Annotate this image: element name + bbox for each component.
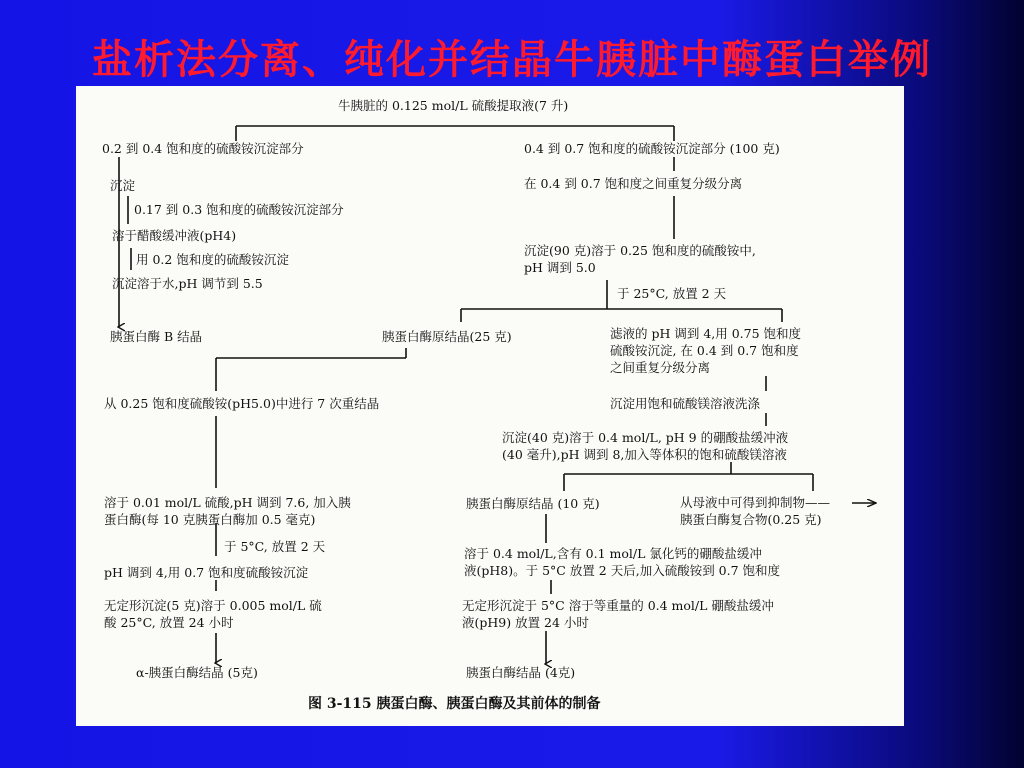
node-amorph-left-2: 酸 25°C, 放置 24 小时 [104,615,234,630]
node-right-repeat: 在 0.4 到 0.7 饱和度之间重复分级分离 [524,176,743,191]
node-5c: 于 5°C, 放置 2 天 [224,539,326,554]
node-dissolve-2: 蛋白酶(每 10 克胰蛋白酶加 0.5 毫克) [104,512,316,527]
node-wash: 沉淀用饱和硫酸镁溶液洗涤 [610,396,761,411]
node-cacl-1: 溶于 0.4 mol/L,含有 0.1 mol/L 氯化钙的硼酸盐缓冲 [464,546,762,561]
node-left-fraction: 0.2 到 0.4 饱和度的硫酸铵沉淀部分 [102,141,304,156]
node-filtrate-1: 滤液的 pH 调到 4,用 0.75 饱和度 [610,326,802,341]
node-amorph-left-1: 无定形沉淀(5 克)溶于 0.005 mol/L 硫 [104,598,322,613]
node-right-ppt-2: pH 调到 5.0 [524,260,596,275]
node-borate-2: (40 毫升),pH 调到 8,加入等体积的饱和硫酸镁溶液 [502,447,787,462]
node-left-017: 0.17 到 0.3 饱和度的硫酸铵沉淀部分 [134,202,344,217]
node-amorph-right-2: 液(pH9) 放置 24 小时 [462,615,589,630]
node-trypsin: 胰蛋白酶结晶 (4克) [466,665,576,680]
node-filtrate-3: 之间重复分级分离 [610,360,711,375]
node-cacl-2: 液(pH8)。于 5°C 放置 2 天后,加入硫酸铵到 0.7 饱和度 [464,563,781,578]
node-left-water: 沉淀溶于水,pH 调节到 5.5 [112,276,263,291]
node-dissolve-1: 溶于 0.01 mol/L 硫酸,pH 调到 7.6, 加入胰 [104,495,351,510]
node-filtrate-2: 硫酸铵沉淀, 在 0.4 到 0.7 饱和度 [610,343,799,358]
node-borate-1: 沉淀(40 克)溶于 0.4 mol/L, pH 9 的硼酸盐缓冲液 [502,430,789,445]
node-extract: 牛胰脏的 0.125 mol/L 硫酸提取液(7 升) [338,98,569,113]
flowchart-figure [76,86,904,726]
node-alpha-chymotrypsin: α-胰蛋白酶结晶 (5克) [136,665,258,680]
node-left-acetate: 溶于醋酸缓冲液(pH4) [112,228,237,243]
node-left-02: 用 0.2 饱和度的硫酸铵沉淀 [136,252,289,267]
node-chymotrypsinogen: 胰蛋白酶原结晶(25 克) [382,329,512,344]
node-chymotrypsin-b: 胰蛋白酶 B 结晶 [110,329,203,344]
node-amorph-right-1: 无定形沉淀于 5°C 溶于等重量的 0.4 mol/L 硼酸盐缓冲 [462,598,774,613]
node-recrystallize: 从 0.25 饱和度硫酸铵(pH5.0)中进行 7 次重结晶 [104,396,380,411]
node-trypsinogen: 胰蛋白酶原结晶 (10 克) [466,496,600,511]
slide-title: 盐析法分离、纯化并结晶牛胰脏中酶蛋白举例 [92,37,932,83]
node-right-25c: 于 25°C, 放置 2 天 [617,286,727,301]
node-left-precipitate: 沉淀 [110,178,136,193]
node-right-ppt-1: 沉淀(90 克)溶于 0.25 饱和度的硫酸铵中, [524,243,756,258]
figure-caption: 图 3-115 胰蛋白酶、胰蛋白酶及其前体的制备 [308,696,601,712]
node-ph4: pH 调到 4,用 0.7 饱和度硫酸铵沉淀 [104,565,309,580]
node-mother-2: 胰蛋白酶复合物(0.25 克) [680,512,822,527]
node-right-fraction: 0.4 到 0.7 饱和度的硫酸铵沉淀部分 (100 克) [524,141,780,156]
node-mother-1: 从母液中可得到抑制物—— [680,495,831,510]
